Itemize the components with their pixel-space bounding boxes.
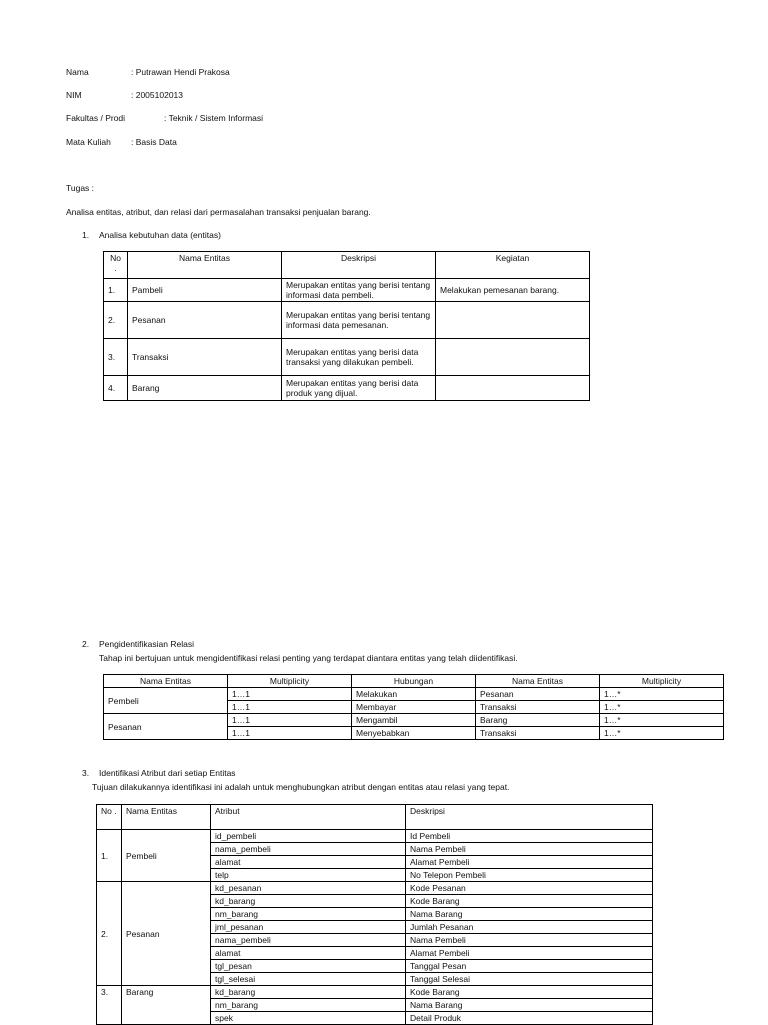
group-entitas: Barang	[122, 986, 211, 1025]
row-deskripsi: Detail Produk	[406, 1012, 653, 1025]
group-no: 1.	[97, 830, 122, 882]
header-atribut: Atribut	[211, 805, 406, 830]
tugas-description: Analisa entitas, atribut, dan relasi dari permasalahan transaksi penjualan barang.	[66, 207, 371, 217]
header-nama-entitas-2: Nama Entitas	[476, 675, 600, 688]
header-no: No .	[97, 805, 122, 830]
row-atribut: nm_barang	[211, 908, 406, 921]
row-mult2: 1…*	[600, 727, 724, 740]
table-row	[104, 714, 724, 727]
group-entitas: Pesanan	[104, 714, 228, 740]
row-kegiatan	[436, 376, 590, 401]
section1-title: Analisa kebutuhan data (entitas)	[99, 230, 221, 240]
matkul-value: : Basis Data	[131, 137, 177, 147]
nim-value: : 2005102013	[131, 90, 183, 100]
row-atribut: alamat	[211, 947, 406, 960]
table-row	[97, 882, 653, 895]
section3-title: Identifikasi Atribut dari setiap Entitas	[99, 768, 236, 778]
header-nama-entitas: Nama Entitas	[128, 252, 282, 279]
entity-table	[103, 251, 590, 401]
row-deskripsi: Merupakan entitas yang berisi tentang informasi data pembeli.	[282, 279, 436, 302]
nim-label: NIM	[66, 90, 82, 100]
header-hubungan: Hubungan	[352, 675, 476, 688]
entity-table-header	[104, 252, 590, 279]
relation-table-header	[104, 675, 724, 688]
row-deskripsi: Tanggal Selesai	[406, 973, 653, 986]
attribute-table	[96, 804, 653, 1025]
row-entitas: Barang	[128, 376, 282, 401]
row-entitas: Pambeli	[128, 279, 282, 302]
row-deskripsi: Tanggal Pesan	[406, 960, 653, 973]
fakultas-value: : Teknik / Sistem Informasi	[164, 113, 264, 123]
section1-number: 1.	[82, 230, 90, 240]
table-row	[97, 986, 653, 999]
header-no: No .	[104, 252, 128, 279]
row-atribut: alamat	[211, 856, 406, 869]
row-hubungan: Menyebabkan	[352, 727, 476, 740]
group-entitas: Pembeli	[104, 688, 228, 714]
row-atribut: kd_pesanan	[211, 882, 406, 895]
row-deskripsi: Alamat Pembeli	[406, 947, 653, 960]
row-deskripsi: Alamat Pembeli	[406, 856, 653, 869]
header-nama-entitas: Nama Entitas	[104, 675, 228, 688]
row-deskripsi: Kode Barang	[406, 895, 653, 908]
row-deskripsi: Nama Pembeli	[406, 934, 653, 947]
row-deskripsi: Merupakan entitas yang berisi tentang informasi data pemesanan.	[282, 302, 436, 339]
row-deskripsi: Id Pembeli	[406, 830, 653, 843]
row-mult1: 1…1	[228, 688, 352, 701]
table-row	[104, 339, 590, 376]
row-entitas: Pesanan	[128, 302, 282, 339]
row-no: 2.	[104, 302, 128, 339]
group-no: 3.	[97, 986, 122, 1025]
row-mult2: 1…*	[600, 688, 724, 701]
table-row	[104, 279, 590, 302]
fakultas-label: Fakultas / Prodi	[66, 113, 126, 123]
row-atribut: id_pembeli	[211, 830, 406, 843]
group-no: 2.	[97, 882, 122, 986]
group-entitas: Pesanan	[122, 882, 211, 986]
row-hubungan: Membayar	[352, 701, 476, 714]
header-deskripsi: Deskripsi	[282, 252, 436, 279]
row-atribut: kd_barang	[211, 895, 406, 908]
row-deskripsi: Merupakan entitas yang berisi data produk yang dijual.	[282, 376, 436, 401]
row-no: 3.	[104, 339, 128, 376]
nama-label: Nama	[66, 67, 89, 77]
row-no: 1.	[104, 279, 128, 302]
row-mult1: 1…1	[228, 727, 352, 740]
row-atribut: kd_barang	[211, 986, 406, 999]
tugas-label: Tugas :	[66, 183, 95, 193]
row-deskripsi: Jumlah Pesanan	[406, 921, 653, 934]
header-multiplicity-2: Multiplicity	[600, 675, 724, 688]
row-deskripsi: Merupakan entitas yang berisi data transaksi yang dilakukan pembeli.	[282, 339, 436, 376]
row-atribut: nama_pembeli	[211, 934, 406, 947]
row-hubungan: Mengambil	[352, 714, 476, 727]
row-entitas2: Pesanan	[476, 688, 600, 701]
row-atribut: nm_barang	[211, 999, 406, 1012]
row-hubungan: Melakukan	[352, 688, 476, 701]
row-entitas: Transaksi	[128, 339, 282, 376]
table-row	[97, 830, 653, 843]
row-atribut: nama_pembeli	[211, 843, 406, 856]
row-mult2: 1…*	[600, 714, 724, 727]
matkul-label: Mata Kuliah	[66, 137, 111, 147]
header-kegiatan: Kegiatan	[436, 252, 590, 279]
row-kegiatan: Melakukan pemesanan barang.	[436, 279, 590, 302]
table-row	[104, 688, 724, 701]
row-atribut: tgl_selesai	[211, 973, 406, 986]
relation-table	[103, 674, 724, 740]
row-deskripsi: Nama Pembeli	[406, 843, 653, 856]
row-atribut: tgl_pesan	[211, 960, 406, 973]
section3-number: 3.	[82, 768, 90, 778]
header-deskripsi: Deskripsi	[406, 805, 653, 830]
row-no: 4.	[104, 376, 128, 401]
row-entitas2: Barang	[476, 714, 600, 727]
row-atribut: spek	[211, 1012, 406, 1025]
row-deskripsi: No Telepon Pembeli	[406, 869, 653, 882]
table-row	[104, 376, 590, 401]
attribute-table-header	[97, 805, 653, 830]
nama-value: : Putrawan Hendi Prakosa	[131, 67, 230, 77]
row-mult1: 1…1	[228, 701, 352, 714]
row-deskripsi: Nama Barang	[406, 908, 653, 921]
row-kegiatan	[436, 302, 590, 339]
group-entitas: Pembeli	[122, 830, 211, 882]
section2-number: 2.	[82, 639, 90, 649]
section2-title: Pengidentifikasian Relasi	[99, 639, 194, 649]
row-kegiatan	[436, 339, 590, 376]
section3-description: Tujuan dilakukannya identifikasi ini adalah untuk menghubungkan atribut dengan entitas atau relasi yang tepat.	[92, 782, 510, 792]
table-row	[104, 302, 590, 339]
row-deskripsi: Kode Barang	[406, 986, 653, 999]
row-deskripsi: Nama Barang	[406, 999, 653, 1012]
row-entitas2: Transaksi	[476, 727, 600, 740]
header-multiplicity: Multiplicity	[228, 675, 352, 688]
row-atribut: telp	[211, 869, 406, 882]
row-atribut: jml_pesanan	[211, 921, 406, 934]
row-mult1: 1…1	[228, 714, 352, 727]
header-nama-entitas: Nama Entitas	[122, 805, 211, 830]
row-mult2: 1…*	[600, 701, 724, 714]
section2-description: Tahap ini bertujuan untuk mengidentifikasi relasi penting yang terdapat diantara entitas yang telah diidentifikasi.	[99, 653, 518, 663]
row-deskripsi: Kode Pesanan	[406, 882, 653, 895]
row-entitas2: Transaksi	[476, 701, 600, 714]
